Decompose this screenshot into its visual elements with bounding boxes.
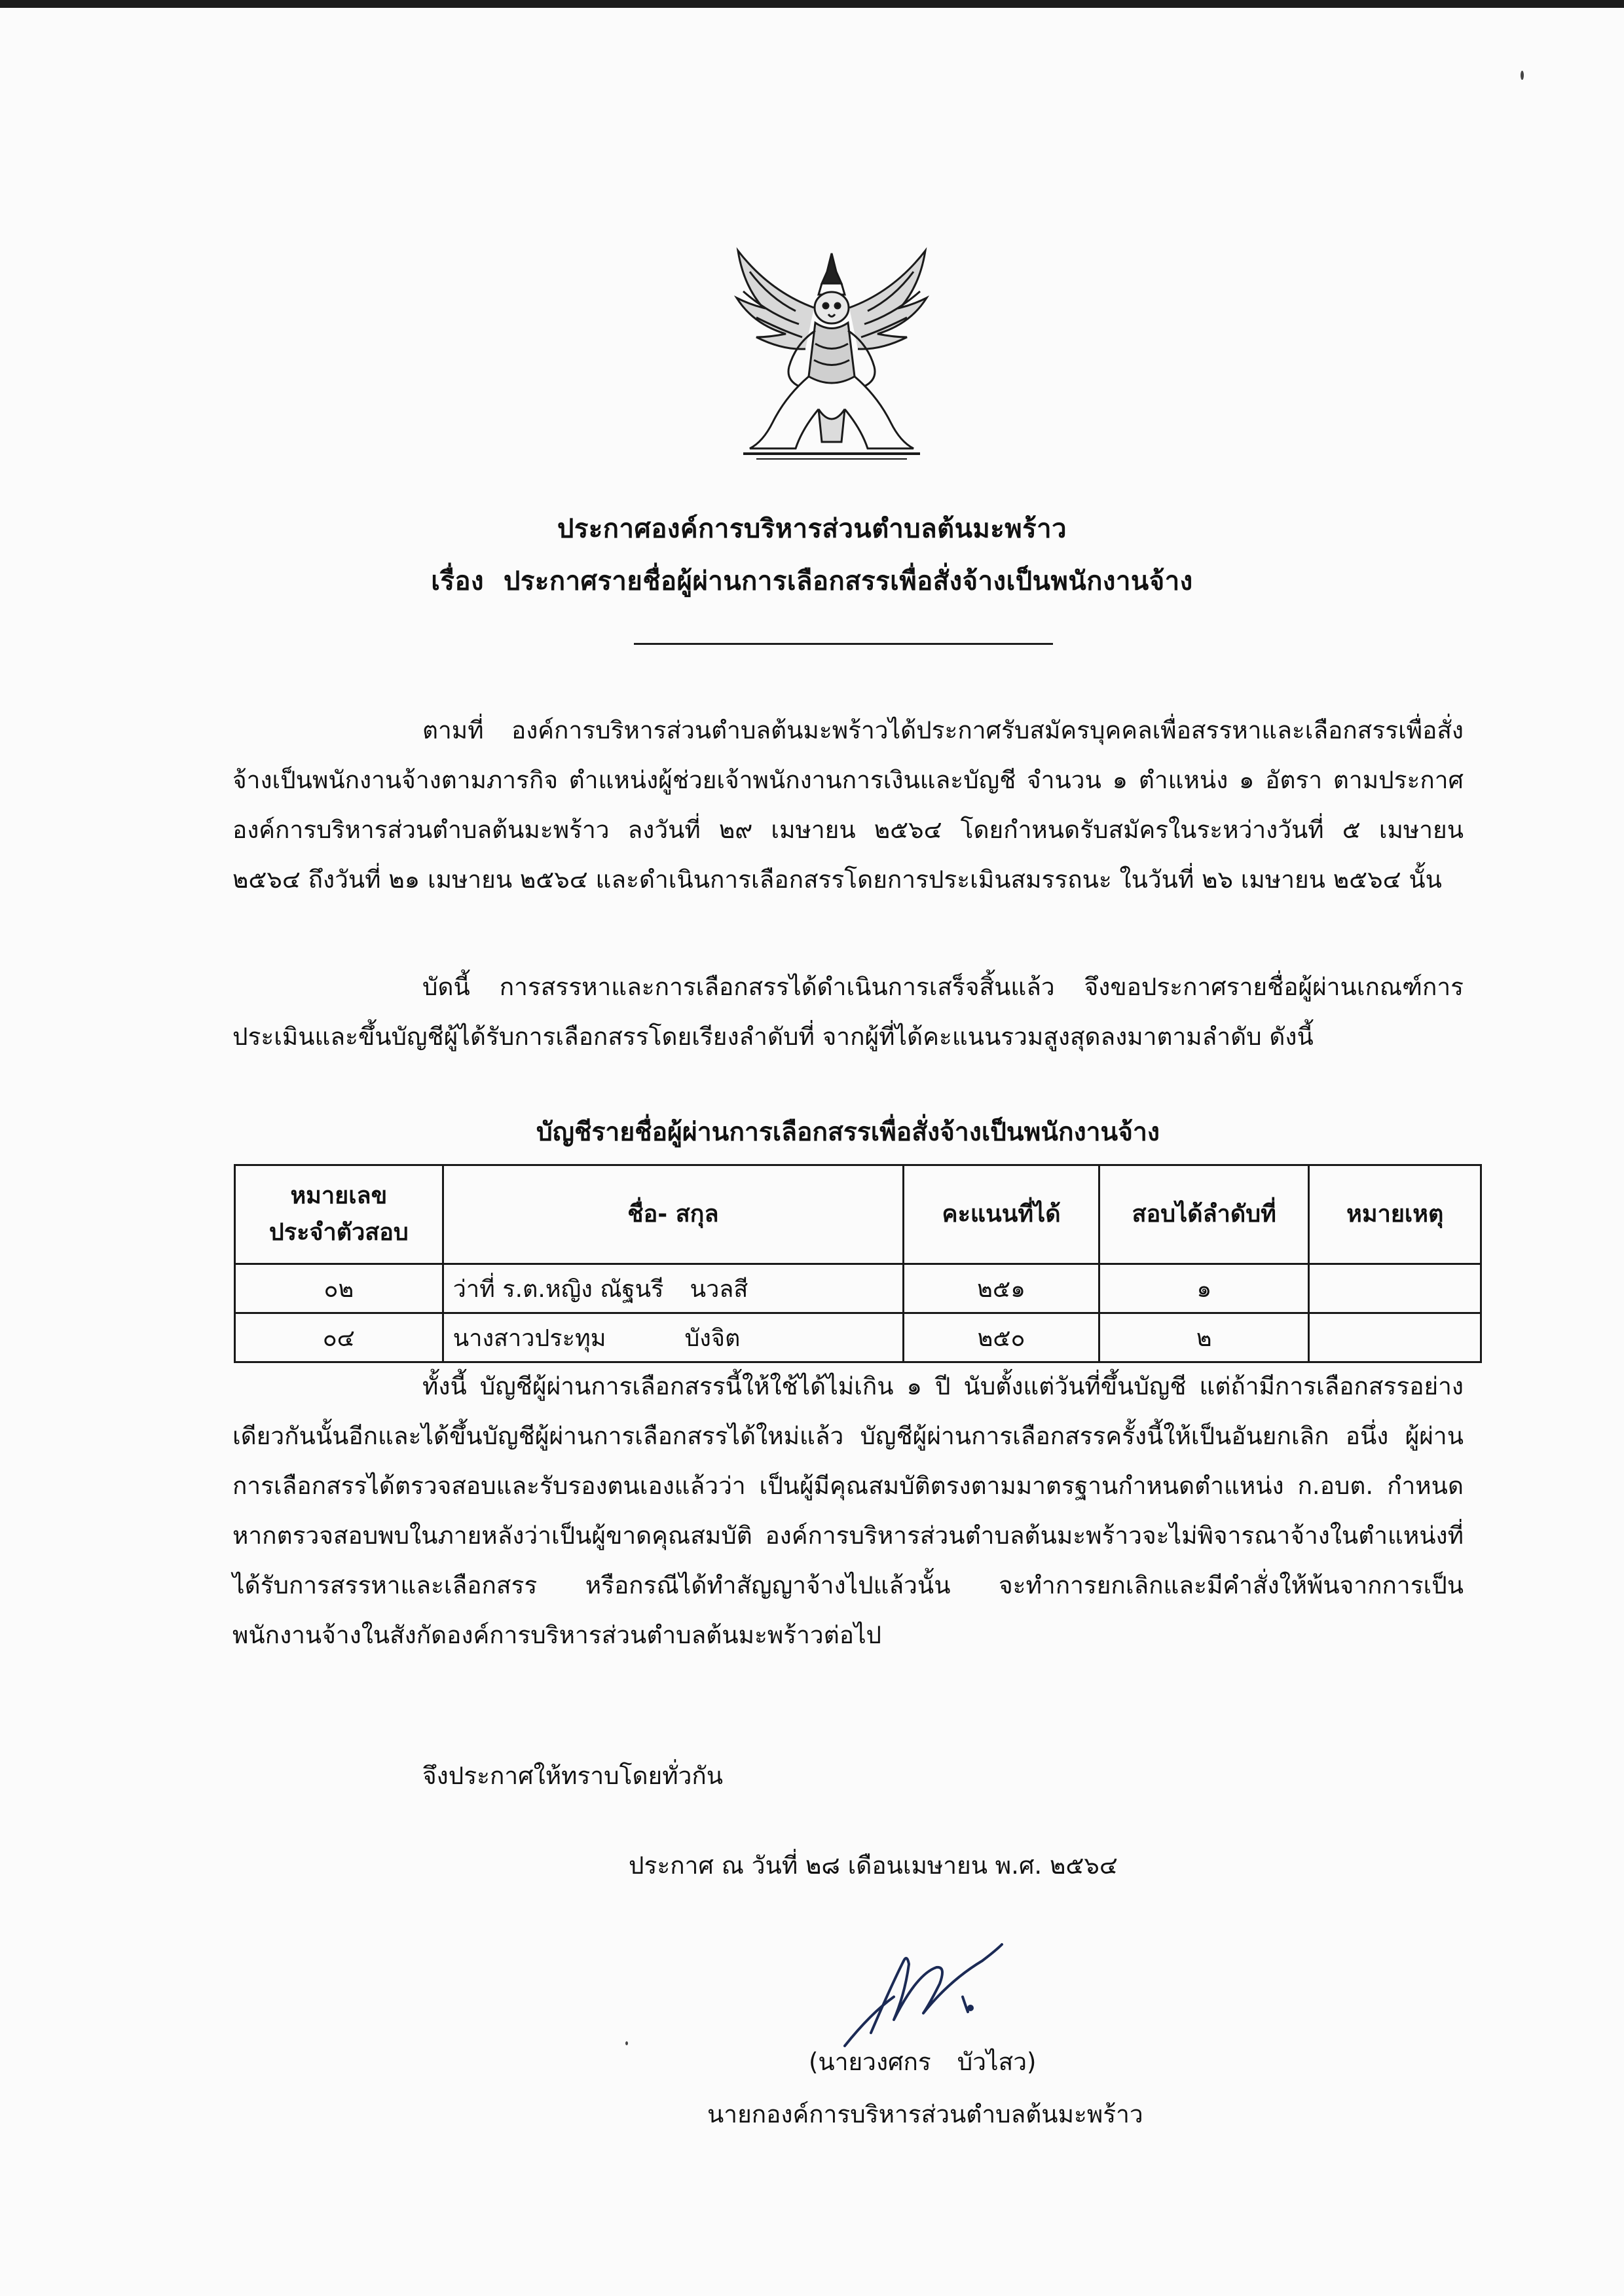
paragraph-conditions	[232, 1362, 1464, 1660]
signer-name: (นายวงศกร บัวไสว)	[809, 2048, 1037, 2076]
header-note: หมายเหตุ	[1309, 1165, 1481, 1264]
announcement-heading: ประกาศองค์การบริหารส่วนตำบลต้นมะพร้าว	[557, 514, 1067, 544]
garuda-emblem-icon	[724, 246, 940, 465]
paragraph-result-text: บัดนี้ การสรรหาและการเลือกสรรได้ดำเนินการเสร็จสิ้นแล้ว จึงขอประกาศรายชื่อผู้ผ่านเกณฑ์การประเมินและขึ้นบัญชีผู้ได้รับการเลือกสรรโดยเรียงลำดับที่ จากผู้ที่ได้คะแนนรวมสูงสุดลงมาตามลำดับ ดังนี้	[232, 973, 1464, 1051]
cell-name: นางสาวประทุม บังจิต	[443, 1313, 903, 1362]
cell-note	[1309, 1264, 1481, 1313]
heading-underline	[634, 643, 1053, 645]
header-name: ชื่อ- สกุล	[443, 1165, 903, 1264]
paragraph-background	[232, 706, 1464, 905]
header-rank: สอบได้ลำดับที่	[1099, 1165, 1309, 1264]
closing-statement: จึงประกาศให้ทราบโดยทั่วกัน	[422, 1762, 724, 1790]
subject-label: เรื่อง	[431, 566, 485, 596]
cell-score: ๒๕๑	[904, 1264, 1099, 1313]
scan-top-edge	[0, 0, 1624, 8]
scan-speck	[625, 2041, 628, 2045]
handwritten-signature	[832, 1935, 1054, 2052]
cell-name: ว่าที่ ร.ต.หญิง ณัฐนรี นวลสี	[443, 1264, 903, 1313]
header-score: คะแนนที่ได้	[904, 1165, 1099, 1264]
table-row	[235, 1313, 1481, 1362]
cell-rank: ๑	[1099, 1264, 1309, 1313]
announcement-date: ประกาศ ณ วันที่ ๒๘ เดือนเมษายน พ.ศ. ๒๕๖๔	[629, 1851, 1118, 1880]
table-header-row	[235, 1165, 1481, 1264]
announcement-subject	[0, 560, 1624, 602]
scan-speck	[1521, 71, 1524, 80]
table-row	[235, 1264, 1481, 1313]
paragraph-result	[232, 962, 1464, 1062]
header-exam-id: หมายเลข ประจำตัวสอบ	[235, 1165, 443, 1264]
cell-score: ๒๕๐	[904, 1313, 1099, 1362]
signer-position: นายกองค์การบริหารส่วนตำบลต้นมะพร้าว	[707, 2100, 1143, 2128]
table-title: บัญชีรายชื่อผู้ผ่านการเลือกสรรเพื่อสั่งจ้างเป็นพนักงานจ้าง	[536, 1118, 1160, 1147]
cell-exam-id: ๐๒	[235, 1264, 443, 1313]
cell-note	[1309, 1313, 1481, 1362]
cell-exam-id: ๐๔	[235, 1313, 443, 1362]
paragraph-background-text: ตามที่ องค์การบริหารส่วนตำบลต้นมะพร้าวได้ประกาศรับสมัครบุคคลเพื่อสรรหาและเลือกสรรเพื่อสั่งจ้างเป็นพนักงานจ้างตามภารกิจ ตำแหน่งผู้ช่วยเจ้าพนักงานการเงินและบัญชี จำนวน ๑ ตำแหน่ง ๑ อัตรา ตามประกาศองค์การบริหารส่วนตำบลต้นมะพร้าว ลงวันที่ ๒๙ เมษายน ๒๕๖๔ โดยกำหนดรับสมัครในระหว่างวันที่ ๕ เมษายน ๒๕๖๔ ถึงวันที่ ๒๑ เมษายน ๒๕๖๔ และดำเนินการเลือกสรรโดยการประเมินสมรรถนะ ในวันที่ ๒๖ เมษายน ๒๕๖๔ นั้น	[232, 716, 1464, 894]
candidate-table	[234, 1164, 1482, 1363]
paragraph-conditions-text: ทั้งนี้ บัญชีผู้ผ่านการเลือกสรรนี้ให้ใช้ได้ไม่เกิน ๑ ปี นับตั้งแต่วันที่ขึ้นบัญชี แต่ถ้ามีการเลือกสรรอย่างเดียวกันนั้นอีกและได้ขึ้นบัญชีผู้ผ่านการเลือกสรรได้ใหม่แล้ว บัญชีผู้ผ่านการเลือกสรรครั้งนี้ให้เป็นอันยกเลิก อนึ่ง ผู้ผ่านการเลือกสรรได้ตรวจสอบและรับรองตนเองแล้วว่า เป็นผู้มีคุณสมบัติตรงตามมาตรฐานกำหนดตำแหน่ง ก.อบต. กำหนด หากตรวจสอบพบในภายหลังว่าเป็นผู้ขาดคุณสมบัติ องค์การบริหารส่วนตำบลต้นมะพร้าวจะไม่พิจารณาจ้างในตำแหน่งที่ได้รับการสรรหาและเลือกสรร หรือกรณีได้ทำสัญญาจ้างไปแล้วนั้น จะทำการยกเลิกและมีคำสั่งให้พ้นจากการเป็นพนักงานจ้างในสังกัดองค์การบริหารส่วนตำบลต้นมะพร้าวต่อไป	[232, 1372, 1464, 1649]
cell-rank: ๒	[1099, 1313, 1309, 1362]
subject-text: ประกาศรายชื่อผู้ผ่านการเลือกสรรเพื่อสั่งจ้างเป็นพนักงานจ้าง	[504, 566, 1193, 596]
